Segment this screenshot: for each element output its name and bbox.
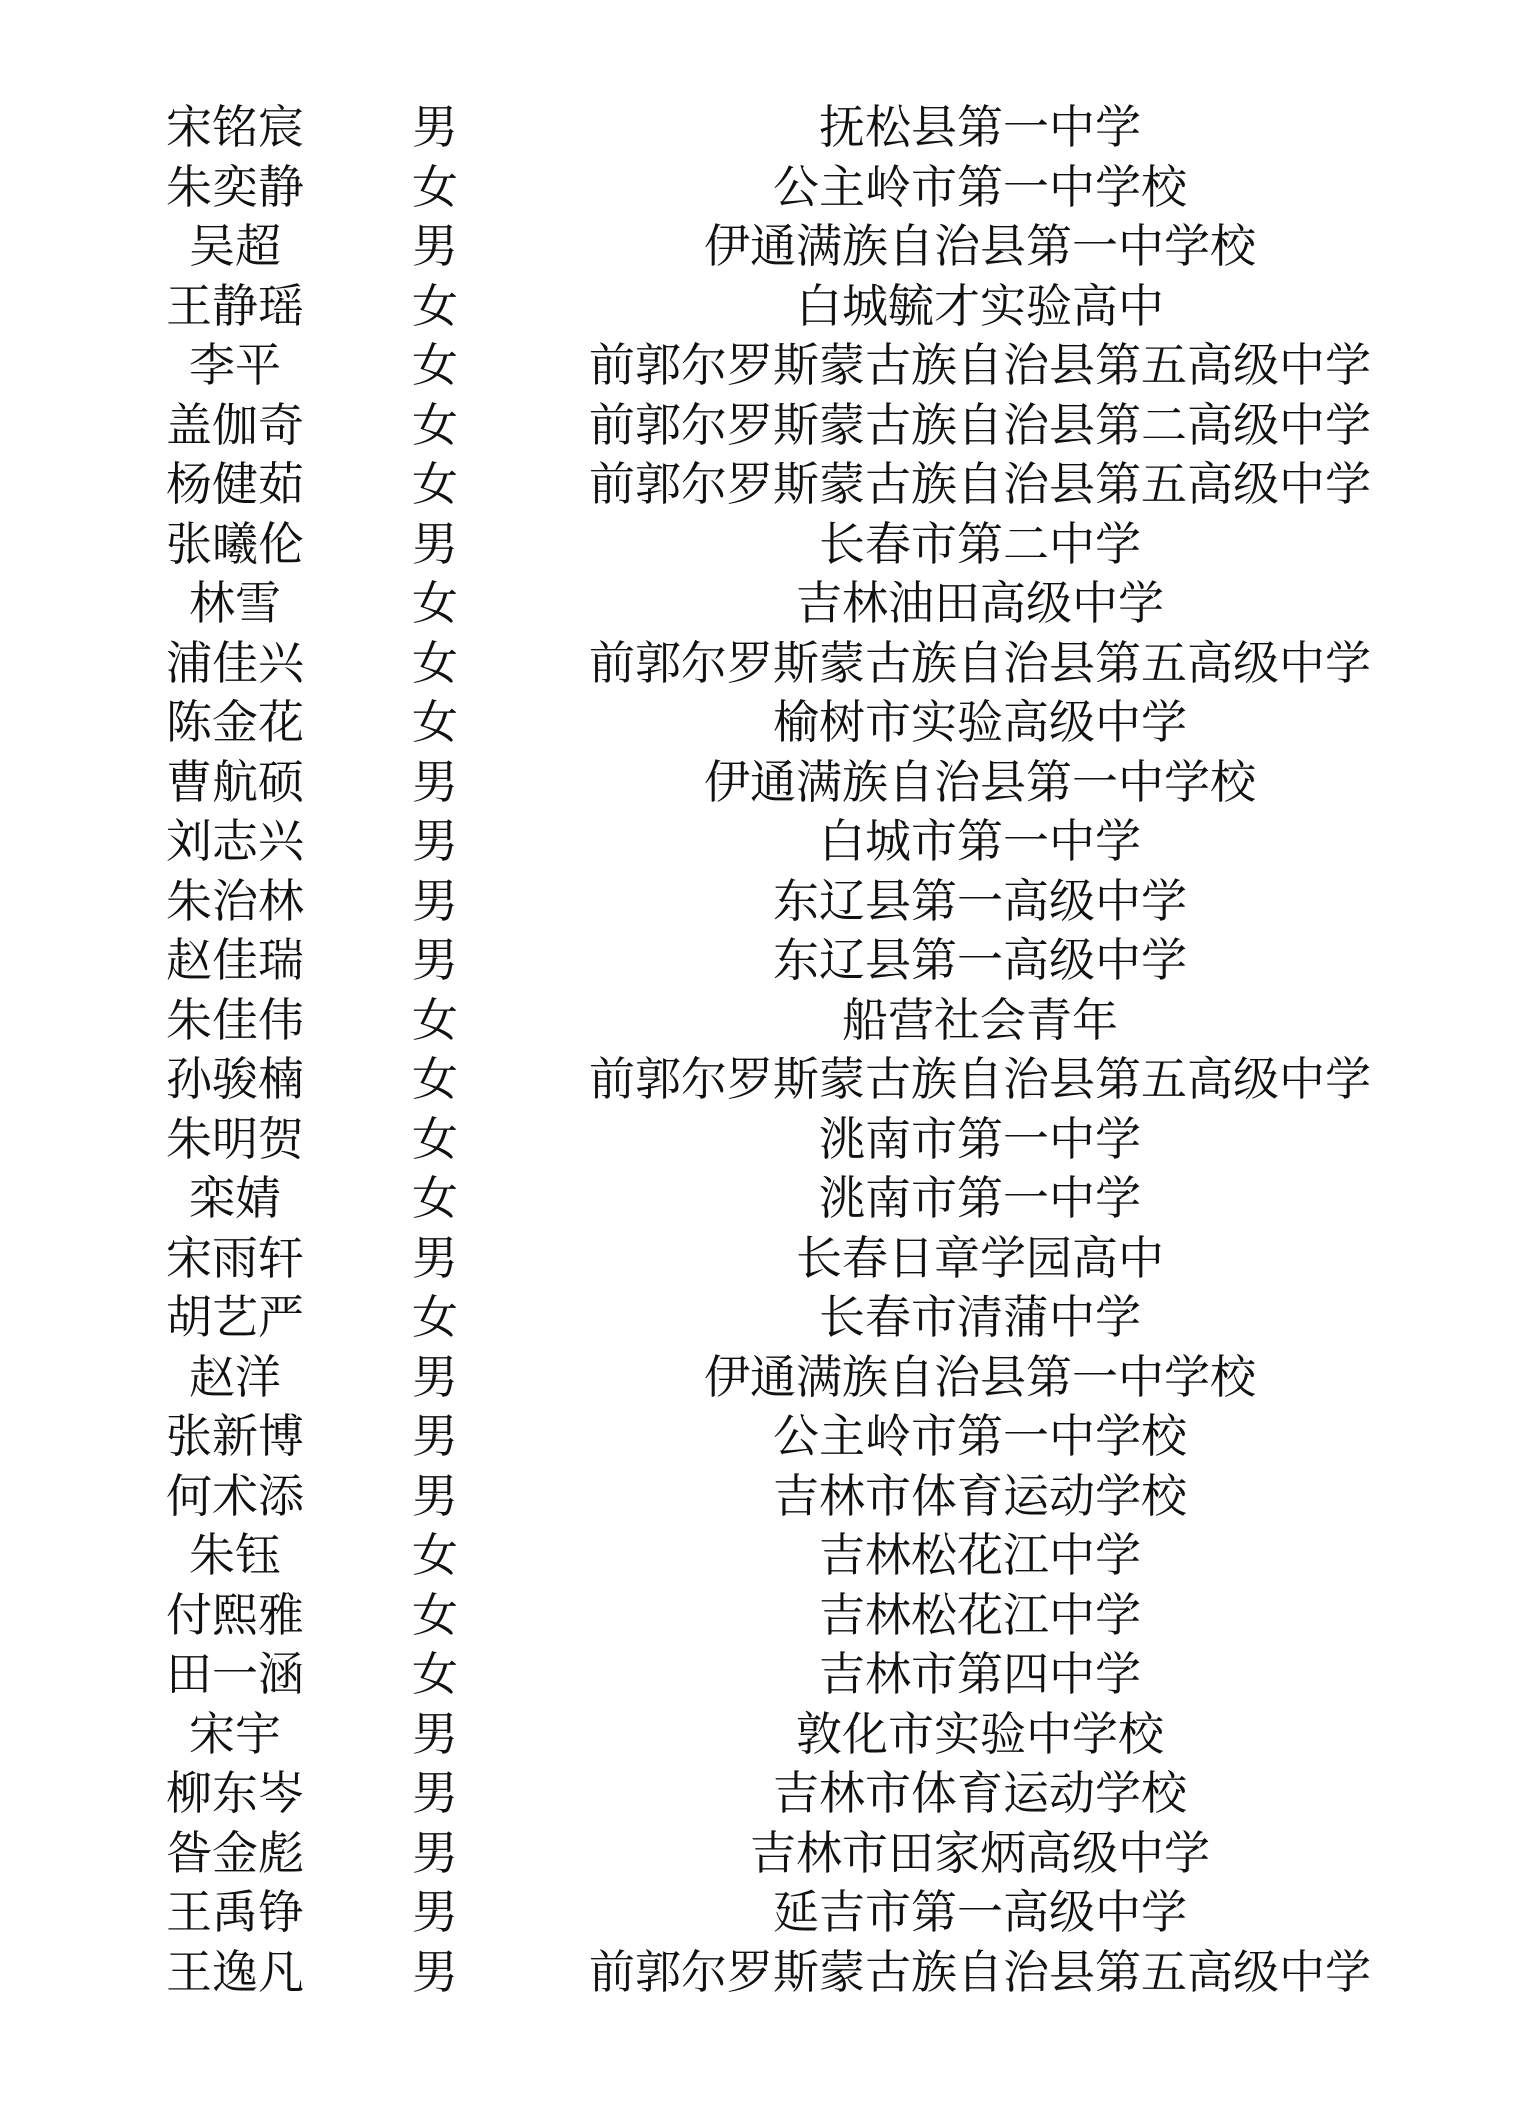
student-school: 白城市第一中学	[819, 814, 1141, 868]
student-school: 延吉市第一高级中学	[773, 1885, 1187, 1939]
student-name: 何术添	[166, 1468, 304, 1523]
student-name: 杨健茹	[166, 457, 304, 511]
student-name: 付熙雅	[166, 1587, 304, 1642]
student-name: 宋宇	[189, 1706, 281, 1761]
student-school: 长春市清蒲中学	[819, 1290, 1141, 1344]
student-name: 胡艺严	[166, 1290, 304, 1344]
student-gender: 女	[412, 397, 458, 452]
student-gender: 女	[412, 1171, 458, 1225]
student-name: 朱钰	[189, 1528, 281, 1582]
student-gender: 男	[412, 1885, 458, 1939]
student-gender: 男	[412, 1409, 458, 1463]
student-school: 洮南市第一中学	[819, 1111, 1141, 1166]
student-school: 伊通满族自治县第一中学校	[704, 754, 1256, 809]
student-gender: 女	[412, 1647, 458, 1701]
roster-row	[0, 396, 1522, 456]
student-gender: 男	[412, 1706, 458, 1761]
student-school: 吉林市第四中学	[819, 1647, 1141, 1701]
roster-row	[0, 693, 1522, 753]
student-name: 刘志兴	[166, 814, 304, 868]
roster-row	[0, 812, 1522, 872]
roster-row	[0, 158, 1522, 218]
student-gender: 女	[412, 576, 458, 630]
roster-row	[0, 336, 1522, 396]
student-name: 王禹铮	[166, 1885, 304, 1939]
student-school: 吉林松花江中学	[819, 1528, 1141, 1582]
student-gender: 男	[412, 1230, 458, 1285]
roster-row	[0, 931, 1522, 991]
student-school: 抚松县第一中学	[819, 100, 1141, 154]
student-name: 王静瑶	[166, 278, 304, 333]
student-name: 李平	[189, 338, 281, 392]
student-gender: 男	[412, 1766, 458, 1820]
student-school: 长春日章学园高中	[796, 1230, 1164, 1285]
student-gender: 男	[412, 1349, 458, 1404]
student-name: 曹航硕	[166, 754, 304, 809]
student-gender: 男	[412, 219, 458, 273]
student-gender: 男	[412, 516, 458, 571]
student-name: 赵洋	[189, 1349, 281, 1404]
student-school: 公主岭市第一中学校	[773, 1409, 1187, 1463]
student-gender: 女	[412, 457, 458, 511]
roster-row	[0, 1883, 1522, 1943]
roster-row	[0, 1288, 1522, 1348]
roster-row	[0, 753, 1522, 813]
roster-row	[0, 1764, 1522, 1824]
roster-row	[0, 217, 1522, 277]
student-school: 敦化市实验中学校	[796, 1706, 1164, 1761]
roster-row	[0, 1526, 1522, 1586]
student-name: 宋雨轩	[166, 1230, 304, 1285]
student-gender: 女	[412, 992, 458, 1047]
student-school: 吉林市体育运动学校	[773, 1766, 1187, 1820]
student-name: 栾婧	[189, 1171, 281, 1225]
student-gender: 男	[412, 873, 458, 928]
student-gender: 男	[412, 814, 458, 868]
student-gender: 女	[412, 1111, 458, 1166]
student-name: 张曦伦	[166, 516, 304, 571]
student-name: 盖伽奇	[166, 397, 304, 452]
student-roster	[0, 98, 1522, 2002]
student-name: 田一涵	[166, 1647, 304, 1701]
student-gender: 女	[412, 1290, 458, 1344]
student-gender: 男	[412, 754, 458, 809]
student-name: 陈金花	[166, 695, 304, 749]
roster-row	[0, 277, 1522, 337]
roster-row	[0, 634, 1522, 694]
student-school: 吉林松花江中学	[819, 1587, 1141, 1642]
student-name: 浦佳兴	[166, 635, 304, 690]
student-school: 前郭尔罗斯蒙古族自治县第五高级中学	[589, 635, 1371, 690]
roster-row	[0, 1824, 1522, 1884]
student-school: 船营社会青年	[842, 992, 1118, 1047]
student-school: 白城毓才实验高中	[796, 278, 1164, 333]
roster-row	[0, 1705, 1522, 1765]
student-gender: 女	[412, 278, 458, 333]
student-name: 朱治林	[166, 873, 304, 928]
roster-row	[0, 1050, 1522, 1110]
roster-row	[0, 1169, 1522, 1229]
student-name: 朱明贺	[166, 1111, 304, 1166]
student-name: 孙骏楠	[166, 1052, 304, 1106]
student-school: 吉林市体育运动学校	[773, 1468, 1187, 1523]
student-name: 吴超	[189, 219, 281, 273]
roster-row	[0, 1943, 1522, 2003]
student-gender: 男	[412, 1468, 458, 1523]
student-school: 前郭尔罗斯蒙古族自治县第五高级中学	[589, 338, 1371, 392]
roster-row	[0, 1467, 1522, 1527]
roster-row	[0, 1586, 1522, 1646]
student-school: 前郭尔罗斯蒙古族自治县第二高级中学	[589, 397, 1371, 452]
student-name: 昝金彪	[166, 1825, 304, 1880]
student-gender: 女	[412, 338, 458, 392]
student-school: 伊通满族自治县第一中学校	[704, 219, 1256, 273]
student-gender: 女	[412, 1528, 458, 1582]
student-name: 林雪	[189, 576, 281, 630]
roster-row	[0, 1110, 1522, 1170]
roster-row	[0, 1645, 1522, 1705]
student-gender: 男	[412, 933, 458, 987]
roster-row	[0, 98, 1522, 158]
student-school: 吉林市田家炳高级中学	[750, 1825, 1210, 1880]
student-gender: 女	[412, 1587, 458, 1642]
roster-row	[0, 455, 1522, 515]
student-name: 赵佳瑞	[166, 933, 304, 987]
student-school: 公主岭市第一中学校	[773, 159, 1187, 214]
student-name: 宋铭宸	[166, 100, 304, 154]
student-name: 张新博	[166, 1409, 304, 1463]
student-school: 吉林油田高级中学	[796, 576, 1164, 630]
student-school: 长春市第二中学	[819, 516, 1141, 571]
student-name: 王逸凡	[166, 1944, 304, 1999]
student-gender: 女	[412, 695, 458, 749]
student-gender: 女	[412, 635, 458, 690]
roster-row	[0, 515, 1522, 575]
student-school: 前郭尔罗斯蒙古族自治县第五高级中学	[589, 1052, 1371, 1106]
student-name: 朱佳伟	[166, 992, 304, 1047]
roster-row	[0, 872, 1522, 932]
student-gender: 男	[412, 1825, 458, 1880]
student-school: 前郭尔罗斯蒙古族自治县第五高级中学	[589, 1944, 1371, 1999]
roster-row	[0, 1348, 1522, 1408]
roster-row	[0, 574, 1522, 634]
student-gender: 男	[412, 100, 458, 154]
student-gender: 女	[412, 1052, 458, 1106]
roster-row	[0, 1407, 1522, 1467]
student-gender: 女	[412, 159, 458, 214]
student-school: 榆树市实验高级中学	[773, 695, 1187, 749]
student-name: 柳东岑	[166, 1766, 304, 1820]
student-school: 东辽县第一高级中学	[773, 933, 1187, 987]
student-name: 朱奕静	[166, 159, 304, 214]
roster-row	[0, 991, 1522, 1051]
roster-row	[0, 1229, 1522, 1289]
student-gender: 男	[412, 1944, 458, 1999]
student-school: 伊通满族自治县第一中学校	[704, 1349, 1256, 1404]
student-school: 东辽县第一高级中学	[773, 873, 1187, 928]
student-school: 前郭尔罗斯蒙古族自治县第五高级中学	[589, 457, 1371, 511]
student-school: 洮南市第一中学	[819, 1171, 1141, 1225]
